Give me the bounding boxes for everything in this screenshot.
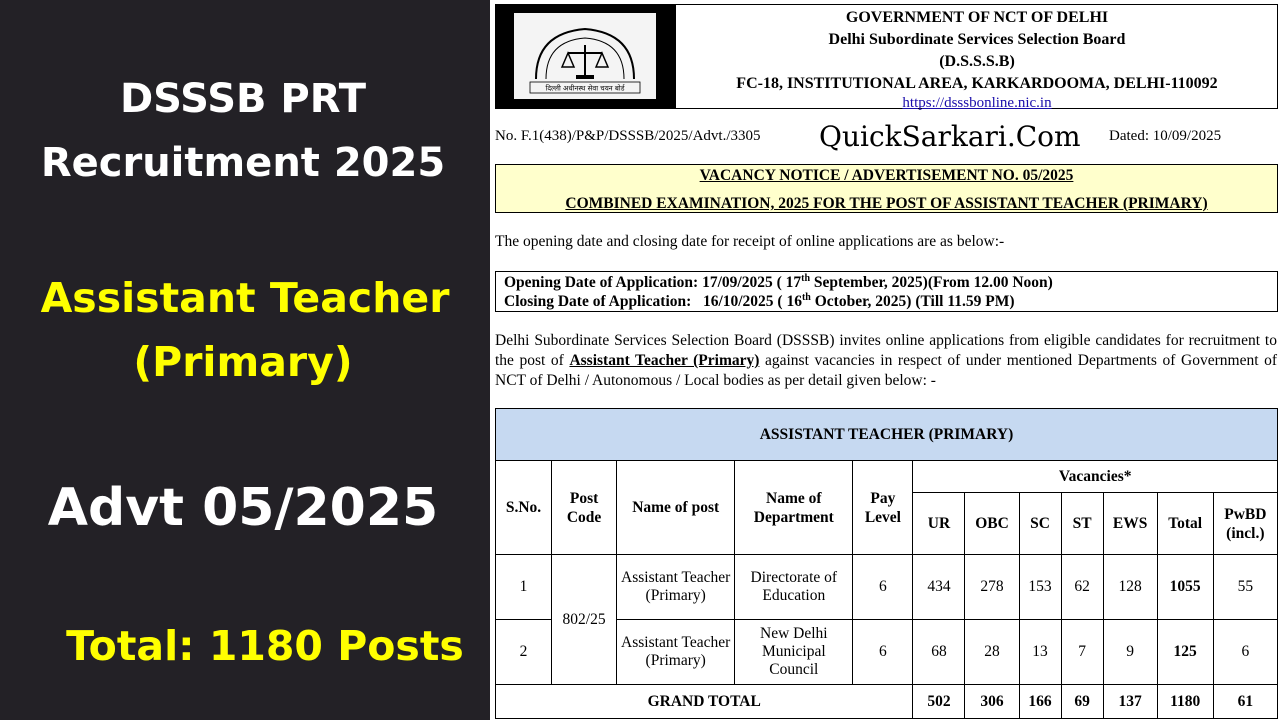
notice-date: Dated: 10/09/2025 (1109, 128, 1222, 144)
table-banner: ASSISTANT TEACHER (PRIMARY) (496, 409, 1278, 461)
dsssb-logo (496, 5, 676, 108)
grand-total-obc: 306 (965, 685, 1019, 719)
cell-post: Assistant Teacher (Primary) (617, 620, 735, 685)
cell-ur: 434 (913, 555, 965, 620)
header-ews: EWS (1103, 493, 1157, 555)
thumbnail-post-line1: Assistant Teacher (40, 274, 450, 322)
grand-total-label: GRAND TOTAL (496, 685, 913, 719)
thumbnail-post-line2: (Primary) (133, 338, 353, 386)
cell-st: 7 (1061, 620, 1103, 685)
thumbnail-panel (0, 0, 490, 720)
grand-total-row (496, 685, 1278, 719)
notice-title: VACANCY NOTICE / ADVERTISEMENT NO. 05/2025 (699, 167, 1074, 184)
cell-post-code: 802/25 (552, 555, 617, 685)
cell-total: 1055 (1157, 555, 1213, 620)
logo-caption: दिल्ली अधीनस्थ सेवा चयन बोर्ड (545, 84, 625, 93)
header-sc: SC (1019, 493, 1061, 555)
grand-total-sc: 166 (1019, 685, 1061, 719)
grand-total-pwbd: 61 (1213, 685, 1277, 719)
dates-intro: The opening date and closing date for receipt of online applications are as below:- (495, 233, 1005, 250)
cell-sc: 153 (1019, 555, 1061, 620)
header-department: Name of Department (735, 461, 853, 555)
cell-pay: 6 (853, 555, 913, 620)
thumbnail-title-line1: DSSSB PRT (119, 76, 367, 122)
cell-post: Assistant Teacher (Primary) (617, 555, 735, 620)
closing-date: Closing Date of Application: 16/10/2025 ( 16th October, 2025) (Till 11.59 PM) (504, 291, 1015, 310)
opening-date: Opening Date of Application: 17/09/2025 ( 17th September, 2025)(From 12.00 Noon) (504, 272, 1053, 291)
cell-department: New Delhi Municipal Council (735, 620, 853, 685)
header-st: ST (1061, 493, 1103, 555)
notice-subtitle: COMBINED EXAMINATION, 2025 FOR THE POST OF ASSISTANT TEACHER (PRIMARY) (565, 195, 1208, 212)
cell-total: 125 (1157, 620, 1213, 685)
cell-sno: 2 (496, 620, 552, 685)
reference-number: No. F.1(438)/P&P/DSSSB/2025/Advt./3305 (495, 128, 761, 144)
application-dates-box (495, 271, 1278, 312)
cell-ews: 9 (1103, 620, 1157, 685)
intro-paragraph: Delhi Subordinate Services Selection Board (DSSSB) invites online applications from eligible candidates for recruitment to the post of Assistant Teacher (Primary) against vacancies in respect of under mentioned Departments of Government of NCT of Delhi / Autonomous / Local bodies as per detail given below: - (495, 332, 1278, 389)
gov-name: GOVERNMENT OF NCT OF DELHI (845, 9, 1109, 26)
board-abbr: (D.S.S.S.B) (939, 53, 1015, 70)
letterhead (495, 4, 1278, 109)
board-name: Delhi Subordinate Services Selection Board (828, 31, 1126, 48)
website-link[interactable]: https://dsssbonline.nic.in (902, 95, 1052, 111)
thumbnail-total-posts: Total: 1180 Posts (66, 622, 464, 670)
header-pay-level: Pay Level (853, 461, 913, 555)
cell-department: Directorate of Education (735, 555, 853, 620)
header-vacancies: Vacancies* (913, 461, 1278, 493)
header-obc: OBC (965, 493, 1019, 555)
dsssb-emblem-icon (496, 5, 676, 108)
cell-sc: 13 (1019, 620, 1061, 685)
cell-st: 62 (1061, 555, 1103, 620)
thumbnail-title-line2: Recruitment 2025 (40, 140, 446, 186)
header-ur: UR (913, 493, 965, 555)
cell-obc: 28 (965, 620, 1019, 685)
board-address: FC-18, INSTITUTIONAL AREA, KARKARDOOMA, DELHI-110092 (736, 75, 1218, 92)
cell-obc: 278 (965, 555, 1019, 620)
cell-ur: 68 (913, 620, 965, 685)
post-name-highlight: Assistant Teacher (Primary) (569, 352, 760, 369)
notice-title-box (495, 164, 1278, 213)
cell-pwbd: 55 (1213, 555, 1277, 620)
cell-pay: 6 (853, 620, 913, 685)
header-post-code: Post Code (552, 461, 617, 555)
letterhead-text (677, 5, 1277, 112)
header-pwbd: PwBD (incl.) (1213, 493, 1277, 555)
header-sno: S.No. (496, 461, 552, 555)
cell-pwbd: 6 (1213, 620, 1277, 685)
grand-total-st: 69 (1061, 685, 1103, 719)
cell-sno: 1 (496, 555, 552, 620)
watermark: QuickSarkari.Com (819, 120, 1081, 153)
header-total: Total (1157, 493, 1213, 555)
cell-ews: 128 (1103, 555, 1157, 620)
table-row (496, 555, 1278, 620)
header-name-of-post: Name of post (617, 461, 735, 555)
grand-total-total: 1180 (1157, 685, 1213, 719)
vacancy-table (495, 408, 1278, 719)
thumbnail-advt-number: Advt 05/2025 (47, 478, 439, 538)
notice-document (490, 0, 1280, 720)
grand-total-ur: 502 (913, 685, 965, 719)
grand-total-ews: 137 (1103, 685, 1157, 719)
